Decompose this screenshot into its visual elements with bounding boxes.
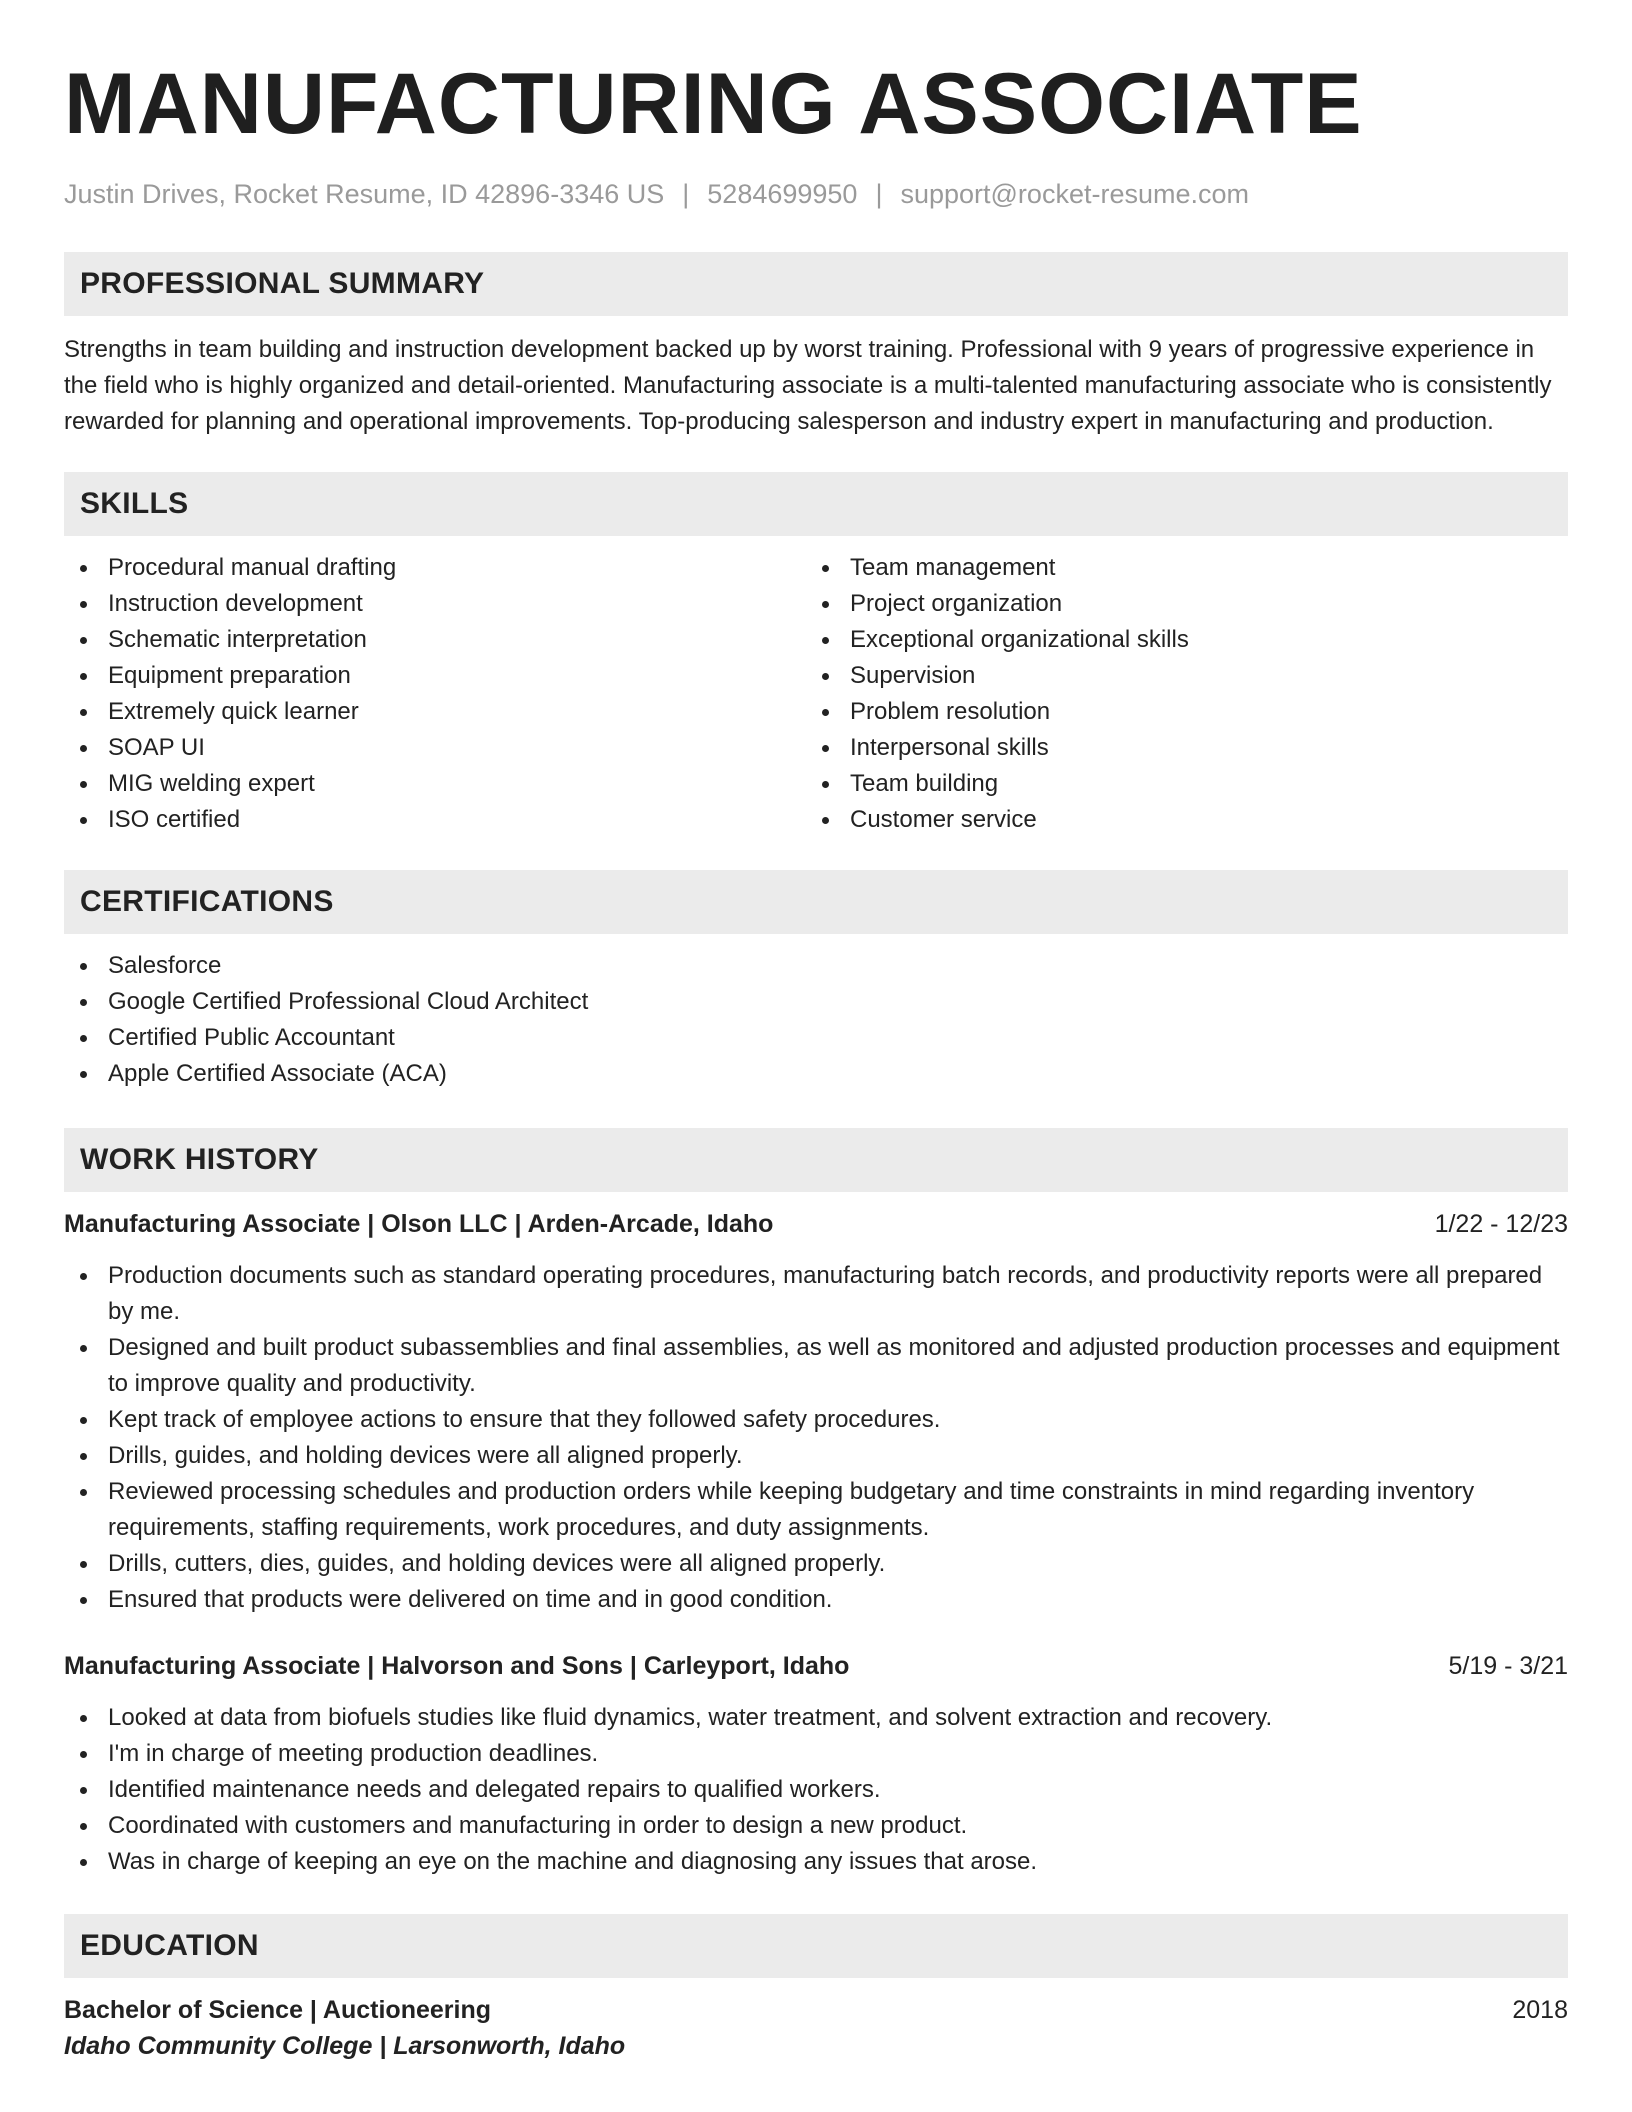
job-title: Manufacturing Associate | Halvorson and Sons | Carleyport, Idaho: [64, 1652, 850, 1680]
skill-item: Project organization: [806, 586, 1548, 622]
skill-item: SOAP UI: [64, 730, 806, 766]
skill-item: Extremely quick learner: [64, 694, 806, 730]
education-degree: Bachelor of Science | Auctioneering: [64, 1996, 492, 2024]
certification-item: Salesforce: [64, 948, 1568, 984]
summary-text: Strengths in team building and instruction development backed up by worst training. Professional with 9 years of progressive experience in the field who is highly organized and detail-oriented. Manufacturing associate is a multi-talented manufacturing associate who is consistently rewarded for planning and operational improvements. Top-producing salesperson and industry expert in manufacturing and production.: [64, 336, 1552, 435]
job-bullet: Designed and built product subassemblies and final assemblies, as well as monitored and adjusted production processes and equipment to improve quality and productivity.: [64, 1330, 1568, 1402]
contact-separator: |: [875, 179, 883, 209]
job-header: [64, 1206, 1568, 1242]
job-bullet: Drills, cutters, dies, guides, and holding devices were all aligned properly.: [64, 1546, 1568, 1582]
skill-item: Exceptional organizational skills: [806, 622, 1548, 658]
skill-item: Supervision: [806, 658, 1548, 694]
skill-item: Interpersonal skills: [806, 730, 1548, 766]
certification-item: Google Certified Professional Cloud Architect: [64, 984, 1568, 1020]
job-dates: 1/22 - 12/23: [1434, 1210, 1568, 1238]
skills-column-left: [64, 550, 806, 838]
education-heading: EDUCATION: [64, 1914, 1568, 1978]
job-bullet: Coordinated with customers and manufacturing in order to design a new product.: [64, 1808, 1568, 1844]
certifications-heading: CERTIFICATIONS: [64, 870, 1568, 934]
skill-item: Equipment preparation: [64, 658, 806, 694]
education-year: 2018: [1512, 1996, 1568, 2024]
job-bullets: [64, 1700, 1568, 1880]
job-header: [64, 1648, 1568, 1684]
skills-column-right: [806, 550, 1548, 838]
job-entry: [64, 1648, 1568, 1880]
skill-item: ISO certified: [64, 802, 806, 838]
skill-item: Instruction development: [64, 586, 806, 622]
skills-heading: SKILLS: [64, 472, 1568, 536]
certification-item: Certified Public Accountant: [64, 1020, 1568, 1056]
contact-separator: |: [682, 179, 690, 209]
skill-item: Problem resolution: [806, 694, 1548, 730]
job-bullet: Looked at data from biofuels studies like fluid dynamics, water treatment, and solvent extraction and recovery.: [64, 1700, 1568, 1736]
contact-email: support@rocket-resume.com: [900, 179, 1249, 209]
job-bullet: Reviewed processing schedules and production orders while keeping budgetary and time constraints in mind regarding inventory requirements, staffing requirements, work procedures, and duty assignments.: [64, 1474, 1568, 1546]
job-entry: [64, 1206, 1568, 1618]
job-bullet: Drills, guides, and holding devices were all aligned properly.: [64, 1438, 1568, 1474]
skill-item: Procedural manual drafting: [64, 550, 806, 586]
contact-address: Justin Drives, Rocket Resume, ID 42896-3346 US: [64, 179, 665, 209]
job-bullet: Identified maintenance needs and delegated repairs to qualified workers.: [64, 1772, 1568, 1808]
job-bullet: Ensured that products were delivered on time and in good condition.: [64, 1582, 1568, 1618]
skill-item: Team management: [806, 550, 1548, 586]
skill-item: Team building: [806, 766, 1548, 802]
skill-item: Customer service: [806, 802, 1548, 838]
contact-line: [64, 176, 1568, 212]
skills-list: [64, 550, 1568, 838]
skill-item: MIG welding expert: [64, 766, 806, 802]
certification-item: Apple Certified Associate (ACA): [64, 1056, 1568, 1092]
education-entry: [64, 1992, 1568, 2064]
education-header: [64, 1992, 1568, 2028]
job-bullet: I'm in charge of meeting production deadlines.: [64, 1736, 1568, 1772]
job-title: Manufacturing Associate | Olson LLC | Arden-Arcade, Idaho: [64, 1210, 774, 1238]
job-bullet: Was in charge of keeping an eye on the machine and diagnosing any issues that arose.: [64, 1844, 1568, 1880]
contact-phone: 5284699950: [707, 179, 858, 209]
work-history-heading: WORK HISTORY: [64, 1128, 1568, 1192]
resume-title: MANUFACTURING ASSOCIATE: [64, 56, 1363, 152]
job-dates: 5/19 - 3/21: [1448, 1652, 1568, 1680]
job-bullet: Kept track of employee actions to ensure that they followed safety procedures.: [64, 1402, 1568, 1438]
job-bullets: [64, 1258, 1568, 1618]
summary-heading: PROFESSIONAL SUMMARY: [64, 252, 1568, 316]
education-school: Idaho Community College | Larsonworth, Idaho: [64, 2032, 626, 2060]
job-bullet: Production documents such as standard operating procedures, manufacturing batch records, and productivity reports were all prepared by me.: [64, 1258, 1568, 1330]
skill-item: Schematic interpretation: [64, 622, 806, 658]
certifications-list: [64, 948, 1568, 1092]
